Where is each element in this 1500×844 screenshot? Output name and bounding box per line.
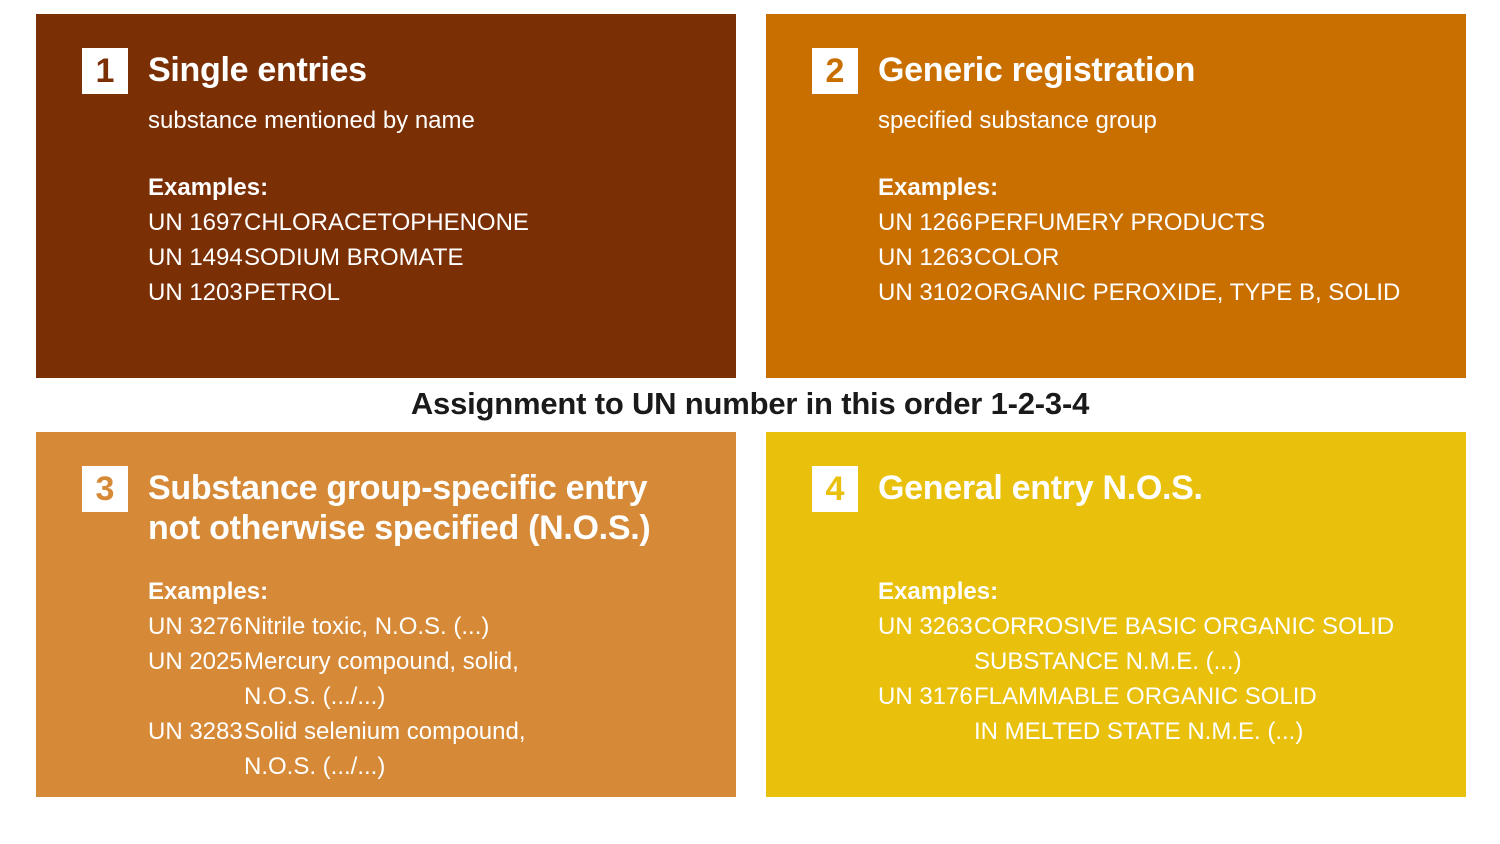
un-number: UN 2025 bbox=[148, 648, 243, 675]
substance-name bbox=[974, 205, 1400, 240]
substance-name bbox=[974, 240, 1400, 275]
un-number: UN 3176 bbox=[878, 683, 973, 710]
un-number: UN 3102 bbox=[878, 279, 973, 306]
panel-number: 3 bbox=[95, 470, 115, 508]
substance-name-line: SODIUM BROMATE bbox=[244, 244, 464, 271]
example-row bbox=[878, 679, 1394, 749]
example-row bbox=[148, 609, 526, 644]
panel-number: 4 bbox=[825, 470, 845, 508]
examples-block bbox=[878, 170, 1400, 310]
substance-name-line: CORROSIVE BASIC ORGANIC SOLID bbox=[974, 613, 1395, 640]
substance-name bbox=[244, 205, 529, 240]
panel-single-entries bbox=[36, 14, 736, 378]
panel-title-line: not otherwise specified (N.O.S.) bbox=[148, 509, 651, 547]
panel-title bbox=[878, 468, 1203, 508]
un-number: UN 1203 bbox=[148, 279, 243, 306]
un-number: UN 3283 bbox=[148, 718, 243, 745]
panel-title-line: Single entries bbox=[148, 51, 367, 89]
panel-title bbox=[878, 50, 1195, 90]
example-row bbox=[878, 609, 1394, 679]
examples-label: Examples: bbox=[878, 578, 999, 605]
panel-title-line: General entry N.O.S. bbox=[878, 469, 1203, 507]
substance-name-line: SUBSTANCE N.M.E. (...) bbox=[974, 648, 1242, 675]
examples-block bbox=[878, 574, 1394, 749]
un-number: UN 1494 bbox=[148, 244, 243, 271]
panel-number: 1 bbox=[95, 52, 115, 90]
un-number: UN 3263 bbox=[878, 613, 973, 640]
example-row bbox=[878, 205, 1400, 240]
substance-name bbox=[974, 679, 1394, 749]
substance-name-line: Mercury compound, solid, bbox=[244, 648, 519, 675]
panel-title bbox=[148, 468, 650, 548]
substance-name bbox=[974, 609, 1394, 679]
example-row bbox=[878, 275, 1400, 310]
un-number: UN 3276 bbox=[148, 613, 243, 640]
panel-number-badge bbox=[812, 466, 858, 512]
panel-number: 2 bbox=[825, 52, 845, 90]
substance-name bbox=[244, 714, 526, 784]
substance-name-line: N.O.S. (.../...) bbox=[244, 753, 386, 780]
substance-name-line: FLAMMABLE ORGANIC SOLID bbox=[974, 683, 1317, 710]
panel-title-line: Generic registration bbox=[878, 51, 1196, 89]
panel-group-specific-nos bbox=[36, 432, 736, 797]
substance-name-line: PETROL bbox=[244, 279, 341, 306]
example-row bbox=[148, 275, 529, 310]
panel-title-line: Substance group-specific entry bbox=[148, 469, 648, 507]
example-row bbox=[148, 205, 529, 240]
un-number: UN 1697 bbox=[148, 209, 243, 236]
substance-name bbox=[974, 275, 1400, 310]
panel-generic-registration bbox=[766, 14, 1466, 378]
substance-name-line: Nitrile toxic, N.O.S. (...) bbox=[244, 613, 490, 640]
panel-subtitle: substance mentioned by name bbox=[148, 107, 475, 134]
substance-name-line: COLOR bbox=[974, 244, 1060, 271]
substance-name-line: PERFUMERY PRODUCTS bbox=[974, 209, 1266, 236]
un-number: UN 1266 bbox=[878, 209, 973, 236]
order-heading: Assignment to UN number in this order 1-2-3-4 bbox=[410, 386, 1090, 421]
example-row bbox=[878, 240, 1400, 275]
examples-label: Examples: bbox=[148, 174, 269, 201]
example-row bbox=[148, 714, 526, 784]
panel-subtitle: specified substance group bbox=[878, 107, 1157, 134]
substance-name bbox=[244, 275, 529, 310]
substance-name bbox=[244, 644, 526, 714]
substance-name-line: ORGANIC PEROXIDE, TYPE B, SOLID bbox=[974, 279, 1401, 306]
substance-name-line: N.O.S. (.../...) bbox=[244, 683, 386, 710]
panel-number-badge bbox=[82, 466, 128, 512]
substance-name-line: CHLORACETOPHENONE bbox=[244, 209, 529, 236]
substance-name bbox=[244, 609, 526, 644]
example-row bbox=[148, 240, 529, 275]
substance-name-line: IN MELTED STATE N.M.E. (...) bbox=[974, 718, 1304, 745]
substance-name-line: Solid selenium compound, bbox=[244, 718, 526, 745]
examples-label: Examples: bbox=[878, 174, 999, 201]
un-number: UN 1263 bbox=[878, 244, 973, 271]
panel-general-entry-nos bbox=[766, 432, 1466, 797]
examples-block bbox=[148, 574, 526, 784]
examples-block bbox=[148, 170, 529, 310]
panel-number-badge bbox=[812, 48, 858, 94]
example-row bbox=[148, 644, 526, 714]
panel-title bbox=[148, 50, 367, 90]
panel-number-badge bbox=[82, 48, 128, 94]
examples-label: Examples: bbox=[148, 578, 269, 605]
substance-name bbox=[244, 240, 529, 275]
